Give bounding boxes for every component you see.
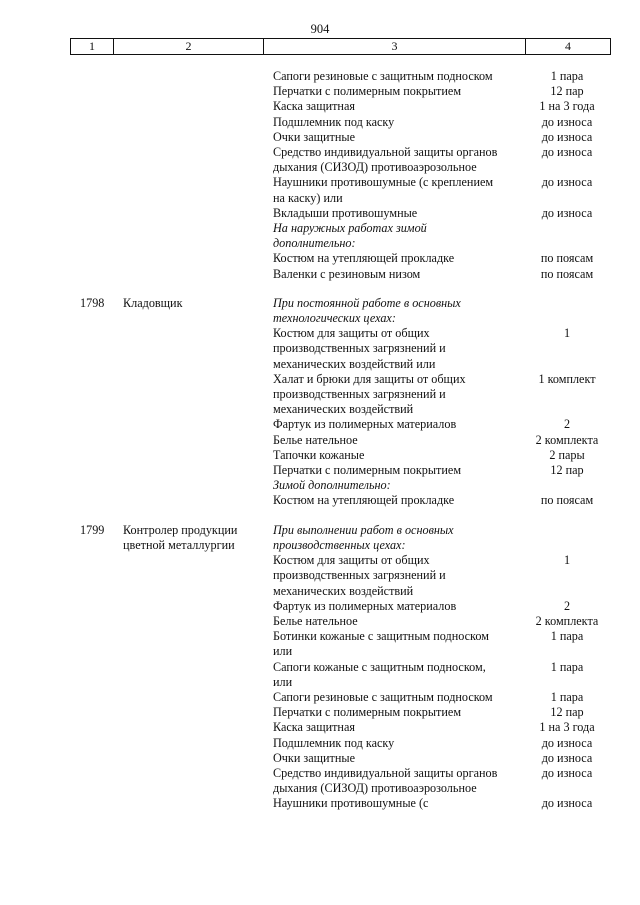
profession-number: 1798 xyxy=(80,295,105,310)
ppe-quantity: до износа xyxy=(541,114,593,129)
ppe-item: Костюм на утепляющей прокладке xyxy=(273,493,455,508)
section-note: При постоянной работе в основных технологических цехах: xyxy=(273,295,461,326)
ppe-item: Сапоги резиновые с защитным подноском xyxy=(273,69,493,83)
table-row xyxy=(0,690,640,705)
profession-group xyxy=(0,523,640,812)
table-row xyxy=(0,705,640,720)
table-row xyxy=(0,553,640,599)
table-row xyxy=(0,372,640,418)
ppe-quantity: 1 пара xyxy=(550,659,584,674)
table-row xyxy=(0,629,640,659)
ppe-quantity: по поясам xyxy=(540,493,594,508)
ppe-item: Сапоги резиновые с защитным подноском xyxy=(273,689,493,704)
ppe-quantity: до износа xyxy=(541,765,593,780)
table-row xyxy=(0,145,640,175)
header-col-1: 1 xyxy=(71,39,114,54)
ppe-quantity: 12 пар xyxy=(550,705,584,720)
table-row xyxy=(0,417,640,432)
ppe-quantity: до износа xyxy=(541,796,593,811)
table-row xyxy=(0,130,640,145)
table-row xyxy=(0,614,640,629)
ppe-item: Белье нательное xyxy=(273,432,358,447)
table-row xyxy=(0,433,640,448)
ppe-item: Очки защитные xyxy=(273,129,355,144)
table-row xyxy=(0,599,640,614)
profession-name: Контролер продукции цветной металлургии xyxy=(123,522,238,552)
section-note: Зимой дополнительно: xyxy=(273,478,391,493)
profession-name: Кладовщик xyxy=(123,295,183,310)
ppe-quantity: 2 пары xyxy=(549,447,585,462)
ppe-item: Ботинки кожаные с защитным подноском или xyxy=(273,629,489,659)
table-row xyxy=(0,463,640,478)
ppe-item: Вкладыши противошумные xyxy=(273,205,418,220)
header-col-3: 3 xyxy=(264,39,526,54)
ppe-item: Наушники противошумные (с xyxy=(273,796,429,811)
ppe-quantity: 12 пар xyxy=(550,463,584,478)
ppe-item: Халат и брюки для защиты от общих производственных загрязнений и механических воздействий xyxy=(273,371,466,417)
table-row xyxy=(0,115,640,130)
ppe-quantity xyxy=(507,296,627,326)
ppe-quantity: 1 комплект xyxy=(538,371,596,386)
ppe-quantity: 1 на 3 года xyxy=(539,720,595,735)
ppe-quantity: до износа xyxy=(541,129,593,144)
ppe-item: Каска защитная xyxy=(273,99,355,114)
table-row xyxy=(0,251,640,266)
table-row xyxy=(0,796,640,811)
table-row xyxy=(0,267,640,282)
section-note: При выполнении работ в основных производственных цехах: xyxy=(273,522,454,552)
ppe-quantity: 2 комплекта xyxy=(535,432,599,447)
ppe-item: Фартук из полимерных материалов xyxy=(273,598,457,613)
ppe-item: Костюм для защиты от общих производственных загрязнений и механических воздействий xyxy=(273,553,446,598)
table-row xyxy=(0,221,640,251)
table-row xyxy=(0,660,640,690)
table-row xyxy=(0,736,640,751)
ppe-quantity xyxy=(507,478,627,493)
ppe-quantity: до износа xyxy=(541,145,593,160)
ppe-item: Средство индивидуальной защиты органов дыхания (СИЗОД) противоаэрозольное xyxy=(273,145,498,175)
table-row xyxy=(0,720,640,735)
ppe-quantity: 2 xyxy=(563,417,571,432)
table-row xyxy=(0,206,640,221)
ppe-quantity: 2 комплекта xyxy=(535,613,599,628)
ppe-quantity: 1 пара xyxy=(550,629,584,644)
page-number: 904 xyxy=(310,22,330,36)
table-row xyxy=(0,175,640,205)
ppe-quantity: 1 пара xyxy=(550,689,584,704)
ppe-item: Перчатки с полимерным покрытием xyxy=(273,705,462,720)
ppe-item: Валенки с резиновым низом xyxy=(273,266,421,281)
ppe-item: Костюм для защиты от общих производственных загрязнений и механических воздействий или xyxy=(273,326,446,371)
table-row xyxy=(0,84,640,99)
ppe-item: Тапочки кожаные xyxy=(273,447,365,462)
table-row xyxy=(0,448,640,463)
ppe-quantity: 2 xyxy=(563,598,571,613)
table-row xyxy=(0,326,640,372)
ppe-quantity: до износа xyxy=(541,735,593,750)
ppe-item: Очки защитные xyxy=(273,750,355,765)
ppe-item: Средство индивидуальной защиты органов дыхания (СИЗОД) противоаэрозольное xyxy=(273,765,498,796)
ppe-item: Костюм на утепляющей прокладке xyxy=(273,251,455,266)
ppe-quantity xyxy=(507,221,627,251)
ppe-item: Подшлемник под каску xyxy=(273,114,395,129)
ppe-quantity: до износа xyxy=(541,205,593,220)
ppe-item: Фартук из полимерных материалов xyxy=(273,417,457,432)
ppe-quantity: по поясам xyxy=(540,266,594,281)
table-row xyxy=(0,478,640,493)
table-row xyxy=(0,99,640,114)
profession-number: 1799 xyxy=(80,522,105,537)
table-header-row xyxy=(70,38,611,55)
table-row xyxy=(0,493,640,508)
ppe-item: Наушники противошумные (с креплением на каску) или xyxy=(273,175,494,205)
ppe-item: Каска защитная xyxy=(273,720,355,735)
ppe-quantity: 1 xyxy=(563,326,571,341)
ppe-quantity: до износа xyxy=(541,175,593,190)
table-row xyxy=(0,766,640,796)
ppe-quantity: по поясам xyxy=(540,251,594,266)
ppe-quantity xyxy=(507,523,627,553)
ppe-item: Сапоги кожаные с защитным подноском, или xyxy=(273,659,486,689)
ppe-item: Перчатки с полимерным покрытием xyxy=(273,84,462,99)
header-col-2: 2 xyxy=(114,39,264,54)
profession-group xyxy=(0,296,640,509)
ppe-item: Белье нательное xyxy=(273,613,358,628)
ppe-quantity: 1 xyxy=(563,553,571,568)
header-col-4: 4 xyxy=(565,39,571,53)
profession-group xyxy=(0,69,640,282)
ppe-quantity: до износа xyxy=(541,750,593,765)
ppe-item: Перчатки с полимерным покрытием xyxy=(273,463,462,478)
ppe-quantity: 1 пара xyxy=(550,69,584,83)
table-row xyxy=(0,751,640,766)
ppe-quantity: 12 пар xyxy=(550,84,584,99)
ppe-item: Подшлемник под каску xyxy=(273,735,395,750)
table-body xyxy=(0,69,640,812)
section-note: На наружных работах зимой дополнительно: xyxy=(273,221,427,251)
ppe-quantity: 1 на 3 года xyxy=(539,99,595,114)
table-row xyxy=(0,69,640,84)
